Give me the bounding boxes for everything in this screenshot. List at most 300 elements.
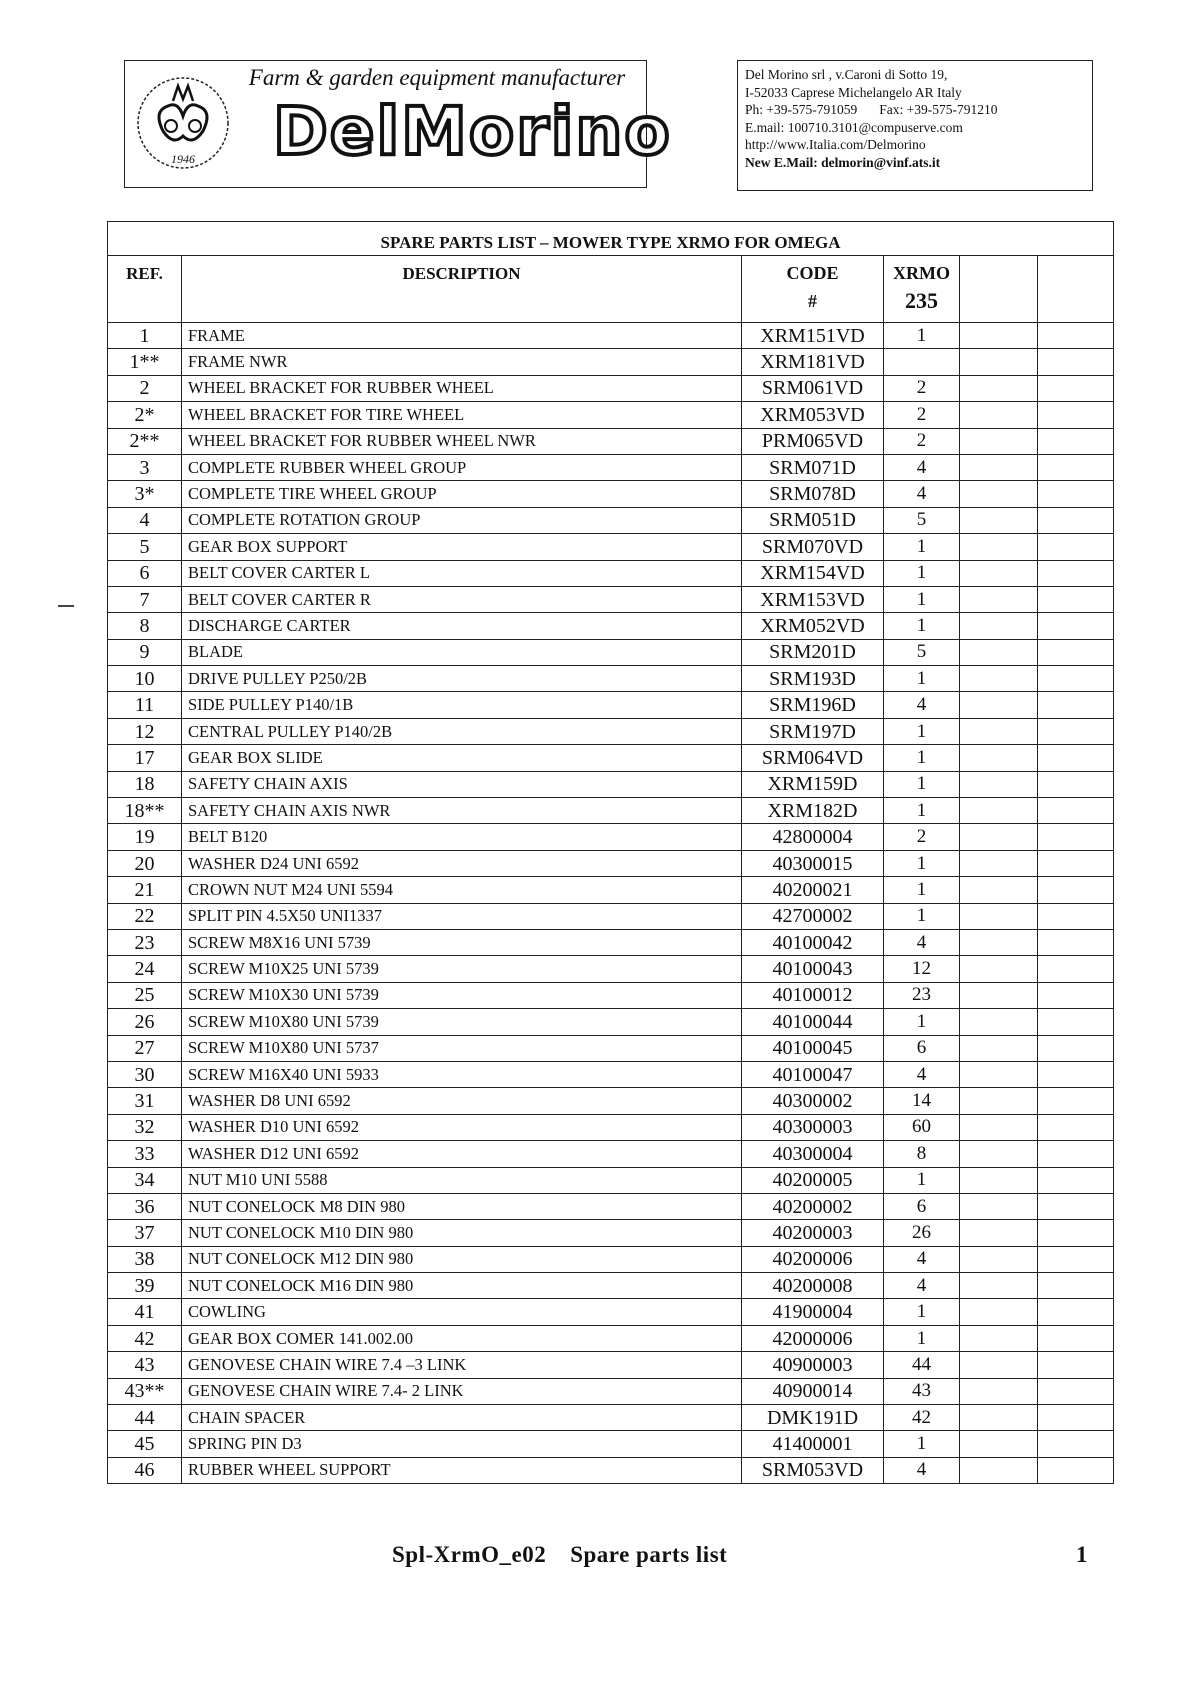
cell-qty: 6 xyxy=(884,1193,960,1219)
cell-code: SRM064VD xyxy=(742,745,884,771)
fax-number: Fax: +39-575-791210 xyxy=(879,102,998,117)
cell-ref: 32 xyxy=(108,1114,182,1140)
cell-description: GENOVESE CHAIN WIRE 7.4 –3 LINK xyxy=(182,1352,742,1378)
cell-description: SPLIT PIN 4.5X50 UNI1337 xyxy=(182,903,742,929)
table-row xyxy=(108,1246,1114,1272)
cell-description: SCREW M8X16 UNI 5739 xyxy=(182,929,742,955)
cell-description: COMPLETE TIRE WHEEL GROUP xyxy=(182,481,742,507)
cell-ref: 23 xyxy=(108,929,182,955)
cell-qty: 1 xyxy=(884,877,960,903)
table-row xyxy=(108,692,1114,718)
cell-qty: 23 xyxy=(884,982,960,1008)
cell-ref: 46 xyxy=(108,1457,182,1483)
cell-description: DISCHARGE CARTER xyxy=(182,613,742,639)
cell-empty xyxy=(1038,1114,1114,1140)
website-url: http://www.Italia.com/Delmorino xyxy=(745,137,926,152)
cell-description: CENTRAL PULLEY P140/2B xyxy=(182,718,742,744)
cell-qty: 6 xyxy=(884,1035,960,1061)
cell-code: SRM061VD xyxy=(742,375,884,401)
table-row xyxy=(108,666,1114,692)
cell-ref: 3* xyxy=(108,481,182,507)
cell-empty xyxy=(960,1273,1038,1299)
cell-empty xyxy=(960,1352,1038,1378)
cell-empty xyxy=(1038,507,1114,533)
header-model xyxy=(884,256,960,323)
cell-description: NUT CONELOCK M8 DIN 980 xyxy=(182,1193,742,1219)
cell-description: BELT COVER CARTER L xyxy=(182,560,742,586)
cell-qty: 5 xyxy=(884,639,960,665)
cell-ref: 1** xyxy=(108,349,182,375)
cell-qty: 1 xyxy=(884,586,960,612)
table-row xyxy=(108,613,1114,639)
cell-qty: 1 xyxy=(884,613,960,639)
cell-code: 40200003 xyxy=(742,1220,884,1246)
cell-description: COMPLETE RUBBER WHEEL GROUP xyxy=(182,454,742,480)
cell-empty xyxy=(960,481,1038,507)
phone-fax-line xyxy=(745,101,1085,119)
table-header-row xyxy=(108,256,1114,323)
cell-code: 40100045 xyxy=(742,1035,884,1061)
cell-description: COWLING xyxy=(182,1299,742,1325)
cell-qty xyxy=(884,349,960,375)
cell-code: SRM201D xyxy=(742,639,884,665)
cell-empty xyxy=(960,323,1038,349)
cell-ref: 5 xyxy=(108,534,182,560)
cell-empty xyxy=(1038,956,1114,982)
cell-qty: 5 xyxy=(884,507,960,533)
cell-empty xyxy=(1038,349,1114,375)
cell-empty xyxy=(1038,613,1114,639)
table-row xyxy=(108,745,1114,771)
cell-ref: 10 xyxy=(108,666,182,692)
cell-qty: 26 xyxy=(884,1220,960,1246)
table-row xyxy=(108,586,1114,612)
cell-qty: 1 xyxy=(884,1299,960,1325)
cell-description: WHEEL BRACKET FOR RUBBER WHEEL xyxy=(182,375,742,401)
table-row xyxy=(108,824,1114,850)
new-email-address: New E.Mail: delmorin@vinf.ats.it xyxy=(745,154,941,170)
table-title: SPARE PARTS LIST – MOWER TYPE XRMO FOR OMEGA xyxy=(108,222,1114,256)
table-row xyxy=(108,1273,1114,1299)
table-row xyxy=(108,481,1114,507)
cell-code: SRM197D xyxy=(742,718,884,744)
cell-qty: 1 xyxy=(884,534,960,560)
cell-qty: 1 xyxy=(884,1009,960,1035)
cell-empty xyxy=(1038,1378,1114,1404)
cell-empty xyxy=(960,956,1038,982)
spare-parts-table xyxy=(107,221,1114,1484)
header-empty-1 xyxy=(960,256,1038,323)
cell-empty xyxy=(1038,1009,1114,1035)
cell-qty: 4 xyxy=(884,1273,960,1299)
cell-empty xyxy=(1038,323,1114,349)
cell-qty: 4 xyxy=(884,454,960,480)
cell-description: WHEEL BRACKET FOR TIRE WHEEL xyxy=(182,402,742,428)
table-row xyxy=(108,718,1114,744)
cell-empty xyxy=(1038,534,1114,560)
cell-empty xyxy=(960,613,1038,639)
cell-empty xyxy=(960,1457,1038,1483)
cell-ref: 1 xyxy=(108,323,182,349)
cell-empty xyxy=(1038,1035,1114,1061)
cell-qty: 60 xyxy=(884,1114,960,1140)
table-row xyxy=(108,375,1114,401)
cell-empty xyxy=(960,824,1038,850)
cell-qty: 12 xyxy=(884,956,960,982)
header-code xyxy=(742,256,884,323)
cell-empty xyxy=(1038,929,1114,955)
cell-description: SAFETY CHAIN AXIS xyxy=(182,771,742,797)
cell-description: GENOVESE CHAIN WIRE 7.4- 2 LINK xyxy=(182,1378,742,1404)
footer-doc-code: Spl-XrmO_e02 xyxy=(392,1542,547,1567)
table-row xyxy=(108,1220,1114,1246)
cell-qty: 1 xyxy=(884,771,960,797)
cell-empty xyxy=(1038,1193,1114,1219)
cell-empty xyxy=(960,745,1038,771)
cell-description: NUT CONELOCK M10 DIN 980 xyxy=(182,1220,742,1246)
cell-description: RUBBER WHEEL SUPPORT xyxy=(182,1457,742,1483)
table-row xyxy=(108,1009,1114,1035)
cell-empty xyxy=(1038,1405,1114,1431)
header-code-sub: # xyxy=(808,291,817,311)
cell-qty: 4 xyxy=(884,481,960,507)
cell-description: GEAR BOX COMER 141.002.00 xyxy=(182,1325,742,1351)
cell-ref: 2* xyxy=(108,402,182,428)
table-row xyxy=(108,929,1114,955)
cell-qty: 14 xyxy=(884,1088,960,1114)
cell-qty: 1 xyxy=(884,1325,960,1351)
cell-empty xyxy=(1038,586,1114,612)
cell-empty xyxy=(960,903,1038,929)
cell-empty xyxy=(960,982,1038,1008)
cell-description: GEAR BOX SUPPORT xyxy=(182,534,742,560)
cell-description: WASHER D12 UNI 6592 xyxy=(182,1141,742,1167)
footer-title xyxy=(392,1542,727,1568)
cell-qty: 1 xyxy=(884,666,960,692)
cell-empty xyxy=(960,375,1038,401)
cell-code: XRM154VD xyxy=(742,560,884,586)
cell-ref: 39 xyxy=(108,1273,182,1299)
cell-empty xyxy=(960,1167,1038,1193)
cell-empty xyxy=(1038,428,1114,454)
table-row xyxy=(108,560,1114,586)
cell-qty: 2 xyxy=(884,402,960,428)
cell-empty xyxy=(1038,1167,1114,1193)
cell-empty xyxy=(960,1405,1038,1431)
cell-ref: 11 xyxy=(108,692,182,718)
cell-ref: 22 xyxy=(108,903,182,929)
cell-code: XRM053VD xyxy=(742,402,884,428)
cell-empty xyxy=(960,586,1038,612)
cell-code: SRM071D xyxy=(742,454,884,480)
cell-empty xyxy=(960,1431,1038,1457)
cell-description: SCREW M10X30 UNI 5739 xyxy=(182,982,742,1008)
cell-code: 40200006 xyxy=(742,1246,884,1272)
cell-empty xyxy=(960,639,1038,665)
table-row xyxy=(108,1035,1114,1061)
table-row xyxy=(108,534,1114,560)
cell-qty: 2 xyxy=(884,824,960,850)
cell-qty: 2 xyxy=(884,428,960,454)
cell-ref: 17 xyxy=(108,745,182,771)
table-row xyxy=(108,323,1114,349)
cell-ref: 42 xyxy=(108,1325,182,1351)
cell-code: 40300003 xyxy=(742,1114,884,1140)
cell-description: NUT CONELOCK M12 DIN 980 xyxy=(182,1246,742,1272)
cell-description: WASHER D24 UNI 6592 xyxy=(182,850,742,876)
cell-description: SCREW M10X25 UNI 5739 xyxy=(182,956,742,982)
cell-description: BELT COVER CARTER R xyxy=(182,586,742,612)
cell-qty: 4 xyxy=(884,929,960,955)
company-brand-name: DelMorino xyxy=(273,93,672,170)
cell-code: 40100043 xyxy=(742,956,884,982)
cell-ref: 38 xyxy=(108,1246,182,1272)
cell-ref: 27 xyxy=(108,1035,182,1061)
cell-description: CHAIN SPACER xyxy=(182,1405,742,1431)
cell-ref: 30 xyxy=(108,1061,182,1087)
page-number: 1 xyxy=(1076,1542,1088,1567)
cell-code: DMK191D xyxy=(742,1405,884,1431)
cell-qty: 43 xyxy=(884,1378,960,1404)
cell-qty: 42 xyxy=(884,1405,960,1431)
cell-code: 40200002 xyxy=(742,1193,884,1219)
cell-code: 40900014 xyxy=(742,1378,884,1404)
cell-description: SCREW M10X80 UNI 5739 xyxy=(182,1009,742,1035)
cell-ref: 8 xyxy=(108,613,182,639)
cell-empty xyxy=(960,692,1038,718)
company-logo-box xyxy=(124,60,672,188)
cell-code: 40100044 xyxy=(742,1009,884,1035)
cell-empty xyxy=(1038,982,1114,1008)
cell-code: 41400001 xyxy=(742,1431,884,1457)
cell-empty xyxy=(960,402,1038,428)
table-row xyxy=(108,1061,1114,1087)
cell-ref: 24 xyxy=(108,956,182,982)
cell-qty: 8 xyxy=(884,1141,960,1167)
cell-empty xyxy=(1038,481,1114,507)
header-empty-2 xyxy=(1038,256,1114,323)
cell-code: XRM182D xyxy=(742,798,884,824)
cell-qty: 1 xyxy=(884,323,960,349)
cell-code: 42000006 xyxy=(742,1325,884,1351)
cell-ref: 26 xyxy=(108,1009,182,1035)
cell-ref: 7 xyxy=(108,586,182,612)
cell-ref: 45 xyxy=(108,1431,182,1457)
cell-empty xyxy=(1038,454,1114,480)
header-model-sub: 235 xyxy=(905,288,938,313)
cell-empty xyxy=(960,428,1038,454)
cell-ref: 4 xyxy=(108,507,182,533)
cell-qty: 2 xyxy=(884,375,960,401)
cell-ref: 12 xyxy=(108,718,182,744)
cell-ref: 6 xyxy=(108,560,182,586)
table-row xyxy=(108,1141,1114,1167)
cell-code: 40300015 xyxy=(742,850,884,876)
table-row xyxy=(108,454,1114,480)
cell-ref: 20 xyxy=(108,850,182,876)
header-description: DESCRIPTION xyxy=(182,256,742,323)
cell-empty xyxy=(1038,666,1114,692)
cell-code: PRM065VD xyxy=(742,428,884,454)
cell-empty xyxy=(1038,692,1114,718)
cell-empty xyxy=(1038,903,1114,929)
table-row xyxy=(108,956,1114,982)
cell-qty: 44 xyxy=(884,1352,960,1378)
cell-code: SRM196D xyxy=(742,692,884,718)
header-model-label: XRMO xyxy=(893,263,950,283)
cell-empty xyxy=(960,1220,1038,1246)
cell-ref: 18 xyxy=(108,771,182,797)
cell-description: WASHER D10 UNI 6592 xyxy=(182,1114,742,1140)
cell-empty xyxy=(1038,718,1114,744)
table-row xyxy=(108,639,1114,665)
cell-code: XRM159D xyxy=(742,771,884,797)
cell-description: SPRING PIN D3 xyxy=(182,1431,742,1457)
cell-ref: 2** xyxy=(108,428,182,454)
cell-description: GEAR BOX SLIDE xyxy=(182,745,742,771)
cell-qty: 1 xyxy=(884,798,960,824)
cell-empty xyxy=(960,1141,1038,1167)
cell-empty xyxy=(960,1009,1038,1035)
cell-description: FRAME xyxy=(182,323,742,349)
cell-ref: 2 xyxy=(108,375,182,401)
phone-number: Ph: +39-575-791059 xyxy=(745,102,858,117)
cell-empty xyxy=(960,560,1038,586)
cell-ref: 41 xyxy=(108,1299,182,1325)
table-row xyxy=(108,1114,1114,1140)
cell-description: WASHER D8 UNI 6592 xyxy=(182,1088,742,1114)
cell-empty xyxy=(960,1114,1038,1140)
cell-code: 40200021 xyxy=(742,877,884,903)
cell-description: CROWN NUT M24 UNI 5594 xyxy=(182,877,742,903)
cell-empty xyxy=(1038,1299,1114,1325)
header-code-label: CODE xyxy=(786,263,839,283)
cell-empty xyxy=(1038,1431,1114,1457)
table-row xyxy=(108,349,1114,375)
cell-empty xyxy=(960,1246,1038,1272)
cell-code: 42800004 xyxy=(742,824,884,850)
cell-code: 41900004 xyxy=(742,1299,884,1325)
cell-code: SRM193D xyxy=(742,666,884,692)
cell-qty: 4 xyxy=(884,1457,960,1483)
company-seal-icon xyxy=(133,71,233,175)
cell-ref: 37 xyxy=(108,1220,182,1246)
table-row xyxy=(108,1193,1114,1219)
table-row xyxy=(108,1088,1114,1114)
contact-info-box xyxy=(737,60,1093,191)
cell-qty: 1 xyxy=(884,1167,960,1193)
cell-code: 40100042 xyxy=(742,929,884,955)
cell-description: BLADE xyxy=(182,639,742,665)
cell-qty: 1 xyxy=(884,903,960,929)
table-row xyxy=(108,798,1114,824)
cell-code: SRM051D xyxy=(742,507,884,533)
cell-empty xyxy=(1038,1352,1114,1378)
cell-ref: 43 xyxy=(108,1352,182,1378)
cell-description: WHEEL BRACKET FOR RUBBER WHEEL NWR xyxy=(182,428,742,454)
cell-empty xyxy=(960,1378,1038,1404)
cell-empty xyxy=(1038,745,1114,771)
cell-empty xyxy=(960,798,1038,824)
cell-description: NUT M10 UNI 5588 xyxy=(182,1167,742,1193)
cell-empty xyxy=(960,1035,1038,1061)
cell-empty xyxy=(960,877,1038,903)
table-row xyxy=(108,982,1114,1008)
cell-ref: 43** xyxy=(108,1378,182,1404)
cell-qty: 1 xyxy=(884,1431,960,1457)
cell-description: SCREW M10X80 UNI 5737 xyxy=(182,1035,742,1061)
cell-code: XRM151VD xyxy=(742,323,884,349)
cell-empty xyxy=(1038,639,1114,665)
cell-empty xyxy=(1038,877,1114,903)
table-row xyxy=(108,428,1114,454)
cell-empty xyxy=(1038,1088,1114,1114)
email-address: E.mail: 100710.3101@compuserve.com xyxy=(745,119,963,135)
cell-code: SRM070VD xyxy=(742,534,884,560)
table-row xyxy=(108,1325,1114,1351)
cell-code: 40100012 xyxy=(742,982,884,1008)
cell-empty xyxy=(960,454,1038,480)
cell-qty: 4 xyxy=(884,1246,960,1272)
table-row xyxy=(108,1378,1114,1404)
cell-code: XRM181VD xyxy=(742,349,884,375)
cell-code: SRM078D xyxy=(742,481,884,507)
cell-ref: 36 xyxy=(108,1193,182,1219)
cell-code: 40200005 xyxy=(742,1167,884,1193)
cell-qty: 1 xyxy=(884,745,960,771)
cell-qty: 1 xyxy=(884,560,960,586)
company-tagline: Farm & garden equipment manufacturer xyxy=(248,65,626,90)
cell-empty xyxy=(960,771,1038,797)
cell-description: DRIVE PULLEY P250/2B xyxy=(182,666,742,692)
cell-empty xyxy=(960,1061,1038,1087)
table-body xyxy=(108,323,1114,1484)
cell-qty: 1 xyxy=(884,850,960,876)
cell-qty: 1 xyxy=(884,718,960,744)
cell-code: 40900003 xyxy=(742,1352,884,1378)
cell-empty xyxy=(1038,850,1114,876)
margin-mark xyxy=(58,605,74,607)
cell-ref: 44 xyxy=(108,1405,182,1431)
cell-ref: 33 xyxy=(108,1141,182,1167)
table-row xyxy=(108,1167,1114,1193)
footer-doc-title: Spare parts list xyxy=(570,1542,728,1567)
table-row xyxy=(108,402,1114,428)
cell-empty xyxy=(960,1325,1038,1351)
cell-empty xyxy=(1038,1273,1114,1299)
cell-empty xyxy=(1038,798,1114,824)
cell-empty xyxy=(1038,1325,1114,1351)
cell-code: 40300004 xyxy=(742,1141,884,1167)
cell-empty xyxy=(1038,375,1114,401)
table-row xyxy=(108,1299,1114,1325)
table-row xyxy=(108,1352,1114,1378)
cell-ref: 19 xyxy=(108,824,182,850)
cell-code: SRM053VD xyxy=(742,1457,884,1483)
cell-ref: 18** xyxy=(108,798,182,824)
cell-ref: 9 xyxy=(108,639,182,665)
cell-empty xyxy=(960,929,1038,955)
table-row xyxy=(108,903,1114,929)
table-row xyxy=(108,507,1114,533)
cell-description: SIDE PULLEY P140/1B xyxy=(182,692,742,718)
cell-empty xyxy=(1038,1457,1114,1483)
cell-description: FRAME NWR xyxy=(182,349,742,375)
cell-empty xyxy=(1038,560,1114,586)
cell-empty xyxy=(960,507,1038,533)
cell-code: 40300002 xyxy=(742,1088,884,1114)
cell-ref: 31 xyxy=(108,1088,182,1114)
